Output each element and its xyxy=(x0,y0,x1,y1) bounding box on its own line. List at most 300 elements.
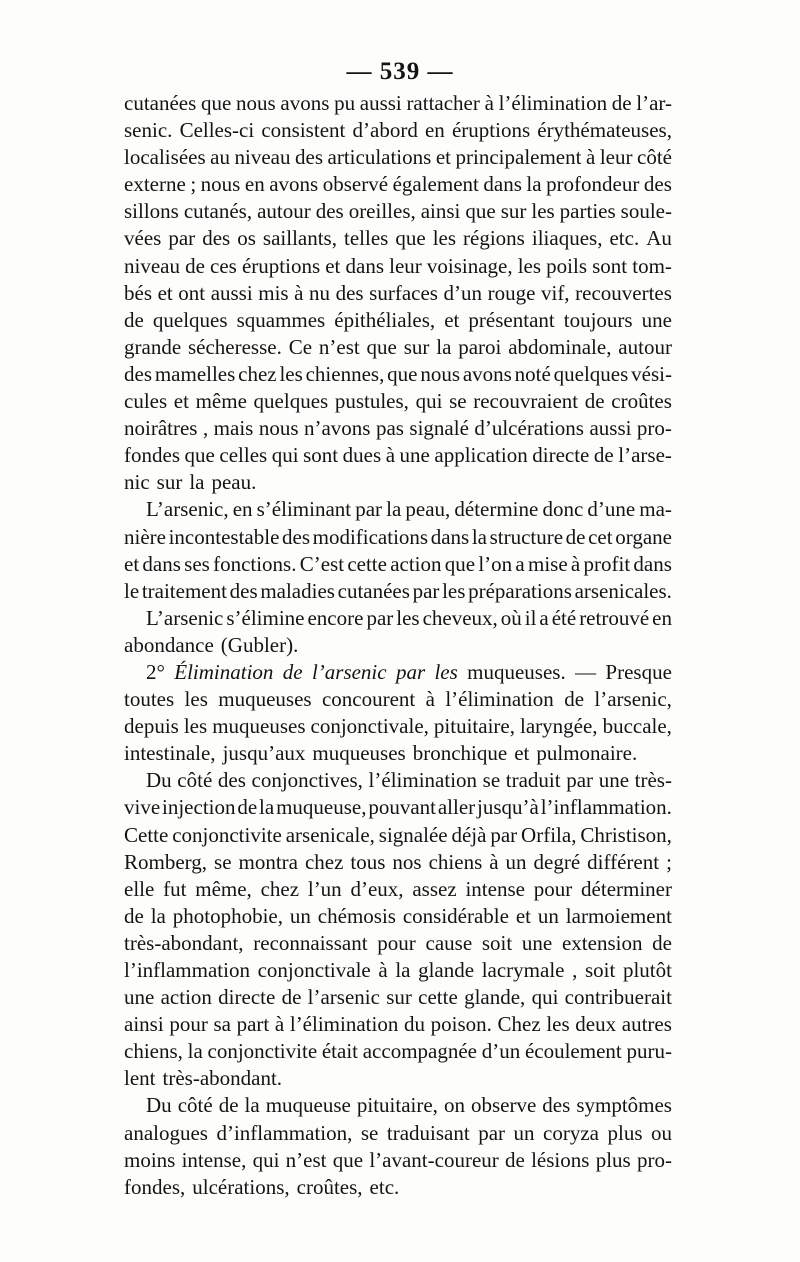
word: articulations xyxy=(327,145,432,170)
word: l’élimination xyxy=(498,91,608,115)
word: dans xyxy=(483,172,522,197)
body-text xyxy=(124,90,672,1201)
word: conjonctivite xyxy=(172,822,282,847)
word: maladies xyxy=(260,578,335,603)
page-number: — 539 — xyxy=(346,58,454,85)
word: cette xyxy=(347,551,387,576)
word: qui xyxy=(415,389,443,414)
word: à xyxy=(425,687,435,712)
word: iliaques, xyxy=(531,226,603,251)
word: très- xyxy=(634,768,672,793)
word: externe xyxy=(124,172,186,197)
word: s’élimine xyxy=(226,605,305,630)
word: intestinale, xyxy=(124,741,216,766)
text-line xyxy=(124,686,672,713)
word: que xyxy=(444,551,476,576)
word: grande xyxy=(124,334,182,359)
word: à xyxy=(489,849,499,874)
word: poils xyxy=(546,253,587,278)
word: dans xyxy=(345,253,384,278)
word: de xyxy=(565,524,586,549)
word: les xyxy=(432,226,457,251)
word: des xyxy=(202,226,231,251)
word: recouvraient xyxy=(473,389,579,414)
word: muqueuse xyxy=(265,1093,351,1118)
word: un xyxy=(513,1120,535,1145)
word: des xyxy=(124,361,152,386)
word: mais xyxy=(213,416,254,441)
word: glande, xyxy=(464,985,526,1010)
text-line xyxy=(124,903,672,930)
text-line xyxy=(124,334,672,361)
word: d’inflammation, xyxy=(216,1120,353,1145)
text-line xyxy=(124,144,672,171)
word: par xyxy=(566,768,594,793)
word: au xyxy=(210,145,230,170)
word: fut xyxy=(163,876,187,901)
text-line xyxy=(124,957,672,984)
word: arsenicale, xyxy=(285,822,375,847)
word: les xyxy=(279,361,303,386)
word: dans xyxy=(633,551,672,576)
word: signalé xyxy=(409,416,469,441)
word: croûtes, xyxy=(296,1174,363,1199)
word: l’avant-coureur xyxy=(369,1147,499,1172)
text-line xyxy=(124,876,672,903)
word: ou xyxy=(651,1120,672,1145)
word: etc. xyxy=(609,226,640,251)
word: extension xyxy=(561,930,643,955)
text-line xyxy=(124,280,672,307)
text-line xyxy=(124,524,672,551)
word: traduit xyxy=(505,768,561,793)
word: se xyxy=(214,849,232,874)
word: même, xyxy=(195,876,252,901)
word: chiennes, xyxy=(305,361,385,386)
word: celles xyxy=(219,443,268,468)
text-line xyxy=(124,415,672,442)
word: préparations xyxy=(468,578,572,603)
word: éruptions xyxy=(241,253,321,278)
word: conjonctivite xyxy=(207,1039,318,1064)
word: des xyxy=(335,280,364,305)
word: par xyxy=(412,578,440,603)
word: montra xyxy=(238,849,298,874)
word: action xyxy=(390,551,442,576)
word: Élimination xyxy=(174,659,274,684)
word: muqueuses xyxy=(212,714,306,739)
word: cause xyxy=(425,930,473,955)
word: pu xyxy=(334,91,356,115)
word: de xyxy=(218,1093,239,1118)
word: déjà xyxy=(451,822,487,847)
word: nic xyxy=(124,470,150,495)
word: de xyxy=(282,659,303,684)
word: aller xyxy=(437,795,476,820)
word: bronchique xyxy=(412,741,508,766)
word: des xyxy=(643,172,672,197)
word: buccale, xyxy=(602,714,672,739)
word: sillons xyxy=(124,199,179,224)
word: surfaces xyxy=(369,280,438,305)
word: degré xyxy=(533,849,581,874)
word: sa xyxy=(213,1012,231,1037)
word: quelques xyxy=(553,361,629,386)
word: l’arse- xyxy=(618,443,672,468)
word: se xyxy=(482,768,501,793)
text-line xyxy=(124,361,672,388)
word: se xyxy=(360,1120,379,1145)
word: de xyxy=(611,91,632,115)
word: , xyxy=(572,958,578,982)
word: — xyxy=(575,659,597,684)
word: muqueuses. xyxy=(467,659,566,684)
word: d’une xyxy=(587,497,636,522)
word: L’arsenic xyxy=(146,605,224,630)
word: de xyxy=(237,795,258,820)
word: n’est xyxy=(285,1147,327,1172)
word: ont xyxy=(178,280,206,305)
word: vées xyxy=(124,226,162,251)
word: et xyxy=(124,551,140,576)
word: pour xyxy=(377,930,416,955)
word: des xyxy=(229,578,258,603)
word: jusqu’aux xyxy=(222,741,306,766)
word: pituitaire, xyxy=(433,714,515,739)
word: l’inflammation xyxy=(124,958,250,982)
word: chez xyxy=(238,361,277,386)
word: des xyxy=(282,524,310,549)
word: mise xyxy=(528,551,568,576)
word: et xyxy=(325,253,341,278)
word: voisinage, xyxy=(426,253,513,278)
word: abdominale, xyxy=(508,334,612,359)
word: les xyxy=(434,659,458,684)
word: sont xyxy=(592,253,628,278)
word: où xyxy=(500,605,522,630)
word: cules xyxy=(124,389,168,414)
word: l’élimination xyxy=(289,1012,399,1037)
text-line xyxy=(124,307,672,334)
word: soit xyxy=(584,958,616,982)
word: nu xyxy=(309,280,331,305)
word: squammes xyxy=(236,307,326,332)
word: accompagnée xyxy=(362,1039,477,1064)
word: a xyxy=(539,605,549,630)
word: reconnaissant xyxy=(253,930,368,955)
word: la xyxy=(187,1039,203,1064)
word: action xyxy=(160,985,212,1010)
word: Ce xyxy=(288,334,313,359)
word: saillants, xyxy=(262,226,337,251)
word: L’arsenic, xyxy=(146,497,229,522)
word: très-abondant. xyxy=(162,1066,283,1091)
word: autour xyxy=(257,199,311,224)
word: en xyxy=(652,605,672,630)
word: qui xyxy=(252,1147,280,1172)
word: oreilles, xyxy=(348,199,416,224)
word: s’éliminant xyxy=(256,497,352,522)
word: noté xyxy=(514,361,551,386)
word: recouvertes xyxy=(575,280,672,305)
word: puru- xyxy=(626,1039,672,1064)
word: , xyxy=(202,416,209,441)
word: Romberg, xyxy=(124,849,208,874)
word: muqueuses xyxy=(312,741,406,766)
word: localisées xyxy=(124,145,206,170)
word: mamelles xyxy=(154,361,236,386)
word: régions xyxy=(463,226,525,251)
word: et xyxy=(435,145,451,170)
word: fondes, xyxy=(124,1174,186,1199)
word: et xyxy=(157,280,173,305)
word: autour xyxy=(618,334,672,359)
word: cutanés, xyxy=(183,199,253,224)
word: également xyxy=(392,172,479,197)
word: été xyxy=(551,605,577,630)
word: par xyxy=(355,497,383,522)
word: une xyxy=(124,985,155,1010)
word: tom- xyxy=(632,253,672,278)
word: à xyxy=(378,958,388,982)
word: les xyxy=(531,199,555,224)
word: conjonctives, xyxy=(251,768,363,793)
text-line xyxy=(124,1120,672,1147)
word: pas xyxy=(375,416,404,441)
text-line xyxy=(124,713,672,740)
word: par xyxy=(490,822,518,847)
word: plus xyxy=(595,1147,631,1172)
word: abondance xyxy=(124,632,214,657)
word: Christison, xyxy=(580,822,672,847)
word: des xyxy=(217,768,246,793)
word: on xyxy=(443,1093,465,1118)
word: plus xyxy=(607,1120,643,1145)
word: l’un xyxy=(307,876,342,901)
word: cet xyxy=(588,524,613,549)
word: de xyxy=(505,1147,525,1172)
word: ses xyxy=(184,551,210,576)
word: les xyxy=(546,1012,570,1037)
word: aussi xyxy=(589,416,632,441)
word: aussi xyxy=(359,91,402,115)
word: assez xyxy=(412,876,457,901)
word: une xyxy=(399,443,430,468)
text-line xyxy=(124,822,672,849)
word: soule- xyxy=(620,199,672,224)
word: dues xyxy=(342,443,382,468)
word: coryza xyxy=(543,1120,599,1145)
word: jusqu’à xyxy=(477,795,539,820)
word: les xyxy=(442,578,466,603)
word: leur xyxy=(389,253,422,278)
word: symptômes xyxy=(576,1093,672,1118)
text-line xyxy=(124,767,672,794)
word: noirâtres xyxy=(124,416,198,441)
word: tous xyxy=(350,849,386,874)
word: senic. xyxy=(124,118,173,143)
word: et xyxy=(173,389,189,414)
word: modifications xyxy=(312,524,429,549)
text-line xyxy=(124,1174,672,1201)
word: déterminer xyxy=(581,876,672,901)
word: de xyxy=(564,687,585,712)
word: de xyxy=(584,389,605,414)
word: (Gubler). xyxy=(220,632,299,657)
text-line xyxy=(124,1038,672,1065)
word: profondeur xyxy=(546,172,640,197)
text-line xyxy=(124,632,672,659)
word: os xyxy=(237,226,256,251)
word: pouvant xyxy=(368,795,436,820)
text-line xyxy=(124,388,672,415)
word: principalement xyxy=(455,145,582,170)
word: retrouvé xyxy=(579,605,650,630)
text-line xyxy=(124,1065,672,1092)
word: rouge xyxy=(487,280,536,305)
word: elle xyxy=(124,876,155,901)
text-line xyxy=(124,253,672,280)
text-line xyxy=(124,496,672,523)
word: la xyxy=(526,172,542,197)
word: pour xyxy=(533,876,573,901)
word: peau, xyxy=(405,497,451,522)
word: très-abondant, xyxy=(124,930,244,955)
word: même xyxy=(195,389,247,414)
word: chémosis xyxy=(317,903,396,928)
word: soit xyxy=(481,930,513,955)
word: côté xyxy=(177,1093,213,1118)
word: ulcérations, xyxy=(192,1174,290,1199)
word: à xyxy=(294,280,304,305)
text-line xyxy=(124,117,672,144)
word: sur xyxy=(403,334,430,359)
word: poison. xyxy=(430,1012,492,1037)
word: pustules, xyxy=(334,389,409,414)
word: érythémateuses, xyxy=(537,118,672,143)
word: encore xyxy=(307,605,364,630)
word: Du xyxy=(146,768,172,793)
word: consistent xyxy=(261,118,346,143)
word: avons xyxy=(280,91,330,115)
word: détermine xyxy=(454,497,539,522)
word: en xyxy=(232,497,253,522)
word: fonctions. xyxy=(213,551,297,576)
word: à xyxy=(385,443,396,468)
word: sur xyxy=(500,199,527,224)
word: cutanées xyxy=(337,578,410,603)
word: les xyxy=(517,253,542,278)
word: Chez xyxy=(497,1012,541,1037)
word: leur xyxy=(599,145,633,170)
word: ; xyxy=(190,172,197,197)
text-line xyxy=(124,794,672,821)
text-line xyxy=(124,171,672,198)
word: niveau xyxy=(124,253,180,278)
word: peau. xyxy=(211,470,257,495)
word: dans xyxy=(142,551,181,576)
word: éruptions xyxy=(451,118,531,143)
text-line xyxy=(124,90,672,117)
word: en xyxy=(244,172,265,197)
word: chiens xyxy=(428,849,483,874)
word: lent xyxy=(124,1066,156,1091)
word: nous xyxy=(236,91,276,115)
word: laryngée, xyxy=(520,714,598,739)
word: intense xyxy=(465,876,525,901)
word: épithéliales, xyxy=(334,307,436,332)
word: concourent xyxy=(321,687,416,712)
word: de xyxy=(124,903,144,928)
word: à xyxy=(274,1012,285,1037)
word: n’est xyxy=(318,334,360,359)
word: vif, xyxy=(540,280,570,305)
word: la xyxy=(244,1093,260,1118)
word: sécheresse. xyxy=(187,334,282,359)
word: l’élimination xyxy=(445,687,554,712)
word: part xyxy=(236,1012,270,1037)
word: ces xyxy=(210,253,237,278)
word: pituitaire, xyxy=(356,1093,438,1118)
word: la xyxy=(150,903,166,928)
word: par xyxy=(395,659,426,684)
word: cheveux, xyxy=(422,605,498,630)
word: muqueuses xyxy=(218,687,312,712)
text-line xyxy=(124,740,672,767)
text-line xyxy=(124,225,672,252)
text-line xyxy=(124,930,672,957)
word: aussi xyxy=(210,280,253,305)
word: de xyxy=(185,253,205,278)
word: incontestable xyxy=(168,524,280,549)
word: les xyxy=(183,714,208,739)
word: mis xyxy=(258,280,289,305)
word: d’ulcérations xyxy=(474,416,584,441)
word: du xyxy=(403,1012,425,1037)
word: l’ar- xyxy=(636,91,672,115)
word: des xyxy=(315,199,344,224)
text-line xyxy=(124,1147,672,1174)
word: observe xyxy=(470,1093,537,1118)
word: plutôt xyxy=(622,958,672,982)
word: traduisant xyxy=(386,1120,470,1145)
word: pro- xyxy=(636,416,672,441)
word: telles xyxy=(344,226,389,251)
word: etc. xyxy=(369,1174,400,1199)
word: lésions xyxy=(531,1147,590,1172)
word: organe xyxy=(615,524,672,549)
word: avons xyxy=(462,361,512,386)
word: d’abord xyxy=(352,118,418,143)
word: une xyxy=(598,768,630,793)
word: ainsi xyxy=(124,1012,164,1037)
word: glande xyxy=(418,958,475,982)
word: deux xyxy=(575,1012,617,1037)
word: une xyxy=(641,307,672,332)
word: que xyxy=(366,334,397,359)
word: injection xyxy=(162,795,236,820)
word: l’inflammation. xyxy=(540,795,672,820)
word: 2° xyxy=(146,659,165,684)
word: d’eux, xyxy=(350,876,404,901)
text-line xyxy=(124,578,672,605)
word: pour xyxy=(169,1012,208,1037)
word: qui xyxy=(531,985,559,1010)
word: la xyxy=(395,958,411,982)
word: intense, xyxy=(181,1147,247,1172)
word: fondes xyxy=(124,443,180,468)
word: pulmonaire. xyxy=(536,741,638,766)
